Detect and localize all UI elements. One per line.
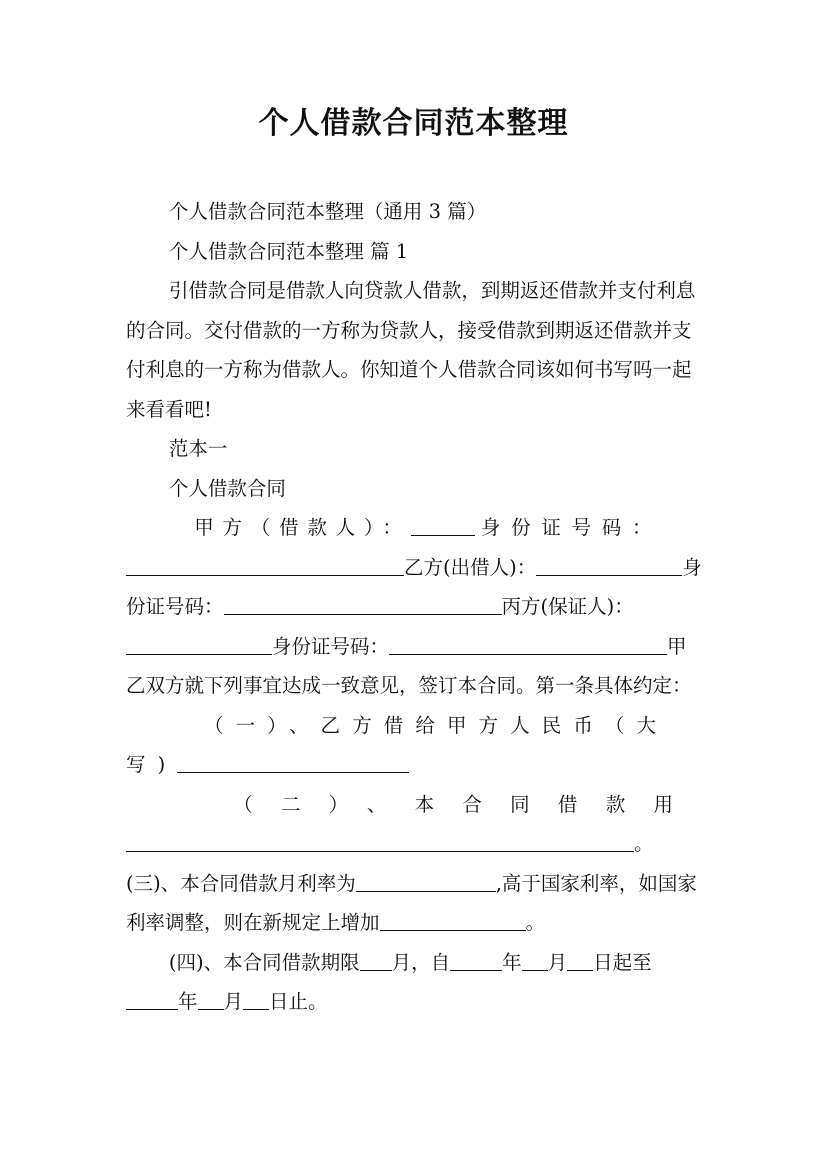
clause-3-text-b: ,高于国家利率，如国家利率调整，则在新规定上增加 [126,871,697,934]
bing-name-blank[interactable] [126,633,272,654]
document-body [126,192,702,1022]
yi-label: 乙方(出借人)： [404,555,537,579]
sample-heading: 范本一 [168,437,228,460]
bing-label: 丙方(保证人)： [501,595,634,618]
clause-4-text-a: (四)、本合同借款期限 [168,950,360,974]
clause-4-text-h: 日止。 [269,990,328,1013]
jia-id-blank[interactable] [126,554,404,575]
bing-id-blank[interactable] [389,633,667,654]
jia-id-label: 身份证号码： [480,516,663,539]
clause-1 [126,706,702,785]
clause-4 [126,943,702,1022]
clause-3-end: 。 [525,911,546,934]
clause-4-text-g: 月 [223,990,244,1013]
end-month-blank[interactable] [198,989,224,1010]
clause-3-text-a: 本合同借款月利率为 [180,871,356,895]
yi-name-blank[interactable] [536,554,682,575]
amount-blank[interactable] [177,752,409,773]
clause-4-text-b: 月，自 [391,950,451,974]
subtitle-line: 个人借款合同范本整理（通用 3 篇） [168,200,487,223]
jia-name-blank[interactable] [411,515,475,536]
part-heading: 个人借款合同范本整理 篇 1 [168,239,409,263]
clause-1-text: （一）、乙方借给甲方人民币（大写) [126,713,669,776]
purpose-blank[interactable] [126,831,634,852]
clause-4-text-f: 年 [178,990,198,1013]
document-title: 个人借款合同范本整理 [258,106,569,141]
clause-4-text-c: 年 [502,950,522,974]
parties-paragraph [126,508,702,706]
clause-2-text: （二）、本合同借款用 [233,792,702,816]
rate-blank[interactable] [356,870,496,891]
clause-3-start: 。(三)、 [126,832,654,895]
bing-id-label: 身份证号码： [272,634,390,658]
start-month-blank[interactable] [522,949,548,970]
term-months-blank[interactable] [360,949,392,970]
end-day-blank[interactable] [243,989,269,1010]
intro-paragraph: 引借款合同是借款人向贷款人借款，到期返还借款并支付利息的合同。交付借款的一方称为贷款人，接受借款到期返还借款并支付利息的一方称为借款人。你知道个人借款合同该如何书写吗一起来看看吧! [126,279,696,421]
yi-id-label: 身份证号码： [126,555,702,618]
start-year-blank[interactable] [450,949,502,970]
clause-2 [126,785,702,943]
jia-label: 甲方（借款人）： [194,516,411,539]
increase-blank[interactable] [380,910,526,931]
contract-title: 个人借款合同 [168,476,286,500]
agreement-text: 甲乙双方就下列事宜达成一致意见，签订本合同。第一条具体约定： [126,634,692,697]
clause-4-text-d: 月 [547,950,568,974]
yi-id-blank[interactable] [224,594,502,615]
clause-4-text-e: 日起至 [593,950,652,974]
start-day-blank[interactable] [567,949,593,970]
end-year-blank[interactable] [126,989,178,1010]
